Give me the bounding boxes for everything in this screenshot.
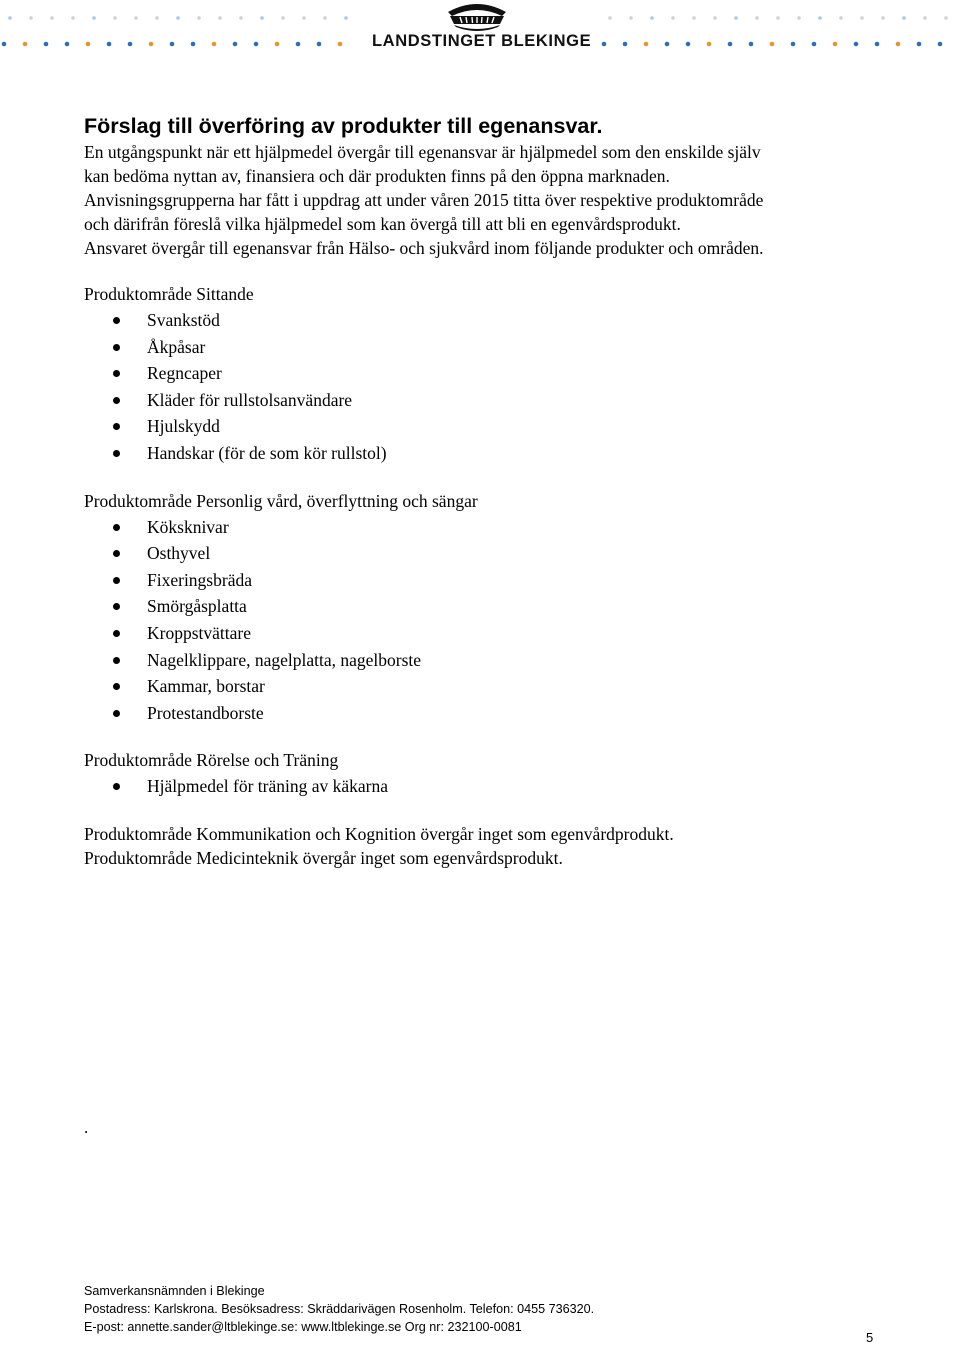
list-item: Hjälpmedel för träning av käkarna [84,773,884,800]
header-dot [755,16,759,20]
header-dot [686,42,691,47]
footer-contact: E-post: annette.sander@ltblekinge.se: www.ltblekinge.se Org nr: 232100-0081 [84,1320,522,1334]
header-dot [239,16,243,20]
header-dot [50,16,54,20]
header-dot [338,42,343,47]
header-dot [323,16,327,20]
header-dot [671,16,675,20]
header-dot [791,42,796,47]
list-item: Kroppstvättare [84,620,884,647]
product-list [84,514,884,727]
header-dot [296,42,301,47]
product-area-rorelse-traning [84,748,884,800]
header-dot [692,16,696,20]
header-dot [728,42,733,47]
header-dot [44,42,49,47]
header-dot [839,16,843,20]
header-dot [770,42,775,47]
header-dot [896,42,901,47]
list-item: Kammar, borstar [84,673,884,700]
intro-line: och därifrån föreslå vilka hjälpmedel som kan övergå till att bli en egenvårdsprodukt. [84,214,681,234]
list-item: Fixeringsbräda [84,567,884,594]
header-dot [665,42,670,47]
note-line: Produktområde Medicinteknik övergår inget som egenvårdsprodukt. [84,847,563,868]
list-item: Nagelklippare, nagelplatta, nagelborste [84,647,884,674]
header-dot [608,16,612,20]
closing-notes [84,822,884,870]
header-dot [92,16,96,20]
header-dot [734,16,738,20]
header-dot [923,16,927,20]
landstinget-blekinge-logo [372,0,592,52]
header-dot [281,16,285,20]
header-dot [938,42,943,47]
intro-line: kan bedöma nyttan av, finansiera och där produkten finns på den öppna marknaden. [84,166,670,186]
document-body [84,112,884,870]
header-dot [8,16,12,20]
header-dot [854,42,859,47]
header-dot [155,16,159,20]
header-dot [776,16,780,20]
header-dot [71,16,75,20]
list-item: Köksknivar [84,514,884,541]
list-item: Smörgåsplatta [84,593,884,620]
header-dot [944,16,948,20]
product-list [84,773,884,800]
header-dot [128,42,133,47]
header-dot [2,42,7,47]
header-dot [902,16,906,20]
header-dot [602,42,607,47]
header-dot [29,16,33,20]
header-dot [833,42,838,47]
header-dot [623,42,628,47]
page-footer [84,1282,884,1336]
product-area-title: Produktområde Personlig vård, överflyttning och sängar [84,490,478,511]
header-dot [302,16,306,20]
list-item: Hjulskydd [84,413,884,440]
header-dot [644,42,649,47]
header-dot [818,16,822,20]
product-area-title: Produktområde Rörelse och Träning [84,750,339,771]
header-dot [713,16,717,20]
note-line: Produktområde Kommunikation och Kognition övergår inget som egenvårdprodukt. [84,823,674,844]
header-dot [860,16,864,20]
header-dot [797,16,801,20]
header-dot [707,42,712,47]
header-dot [65,42,70,47]
list-item: Kläder för rullstolsanvändare [84,387,884,414]
header-dot [134,16,138,20]
header-dot [170,42,175,47]
logo-wordmark: LANDSTINGET BLEKINGE [372,32,592,50]
footer-address: Postadress: Karlskrona. Besöksadress: Skräddarivägen Rosenholm. Telefon: 0455 736320. [84,1302,595,1316]
stray-period: . [84,1118,89,1137]
header-dot [113,16,117,20]
header-dot [881,16,885,20]
page-number: 5 [866,1330,874,1345]
intro-paragraph [84,140,884,260]
list-item: Åkpåsar [84,334,884,361]
header-dot [260,16,264,20]
header-dot [212,42,217,47]
intro-line: En utgångspunkt när ett hjälpmedel övergår till egenansvar är hjälpmedel som den enskilde själv [84,142,761,162]
intro-line: Anvisningsgrupperna har fått i uppdrag att under våren 2015 titta över respektive produktområde [84,190,764,210]
page-title: Förslag till överföring av produkter till egenansvar. [84,114,603,138]
header-dot [107,42,112,47]
product-area-personlig-vard [84,489,884,727]
header-dot [191,42,196,47]
ship-emblem-icon [446,0,508,34]
header-dot [218,16,222,20]
header-dot [344,16,348,20]
header-dot [317,42,322,47]
intro-line: Ansvaret övergår till egenansvar från Hälso- och sjukvård inom följande produkter och områden. [84,238,764,258]
list-item: Protestandborste [84,700,884,727]
header-dot [629,16,633,20]
product-list [84,307,884,467]
header-dot [917,42,922,47]
product-area-sittande [84,282,884,467]
header-dot [812,42,817,47]
list-item: Regncaper [84,360,884,387]
list-item: Handskar (för de som kör rullstol) [84,440,884,467]
list-item: Osthyvel [84,540,884,567]
list-item: Svankstöd [84,307,884,334]
header-dot [86,42,91,47]
header-dot [875,42,880,47]
header-dot [197,16,201,20]
header-dot [275,42,280,47]
header-dot [749,42,754,47]
header-dot [233,42,238,47]
header-dot [254,42,259,47]
header-dot [650,16,654,20]
header-dot [23,42,28,47]
header-dot [149,42,154,47]
product-area-title: Produktområde Sittande [84,284,254,304]
footer-organization: Samverkansnämnden i Blekinge [84,1284,265,1298]
header-dot [176,16,180,20]
